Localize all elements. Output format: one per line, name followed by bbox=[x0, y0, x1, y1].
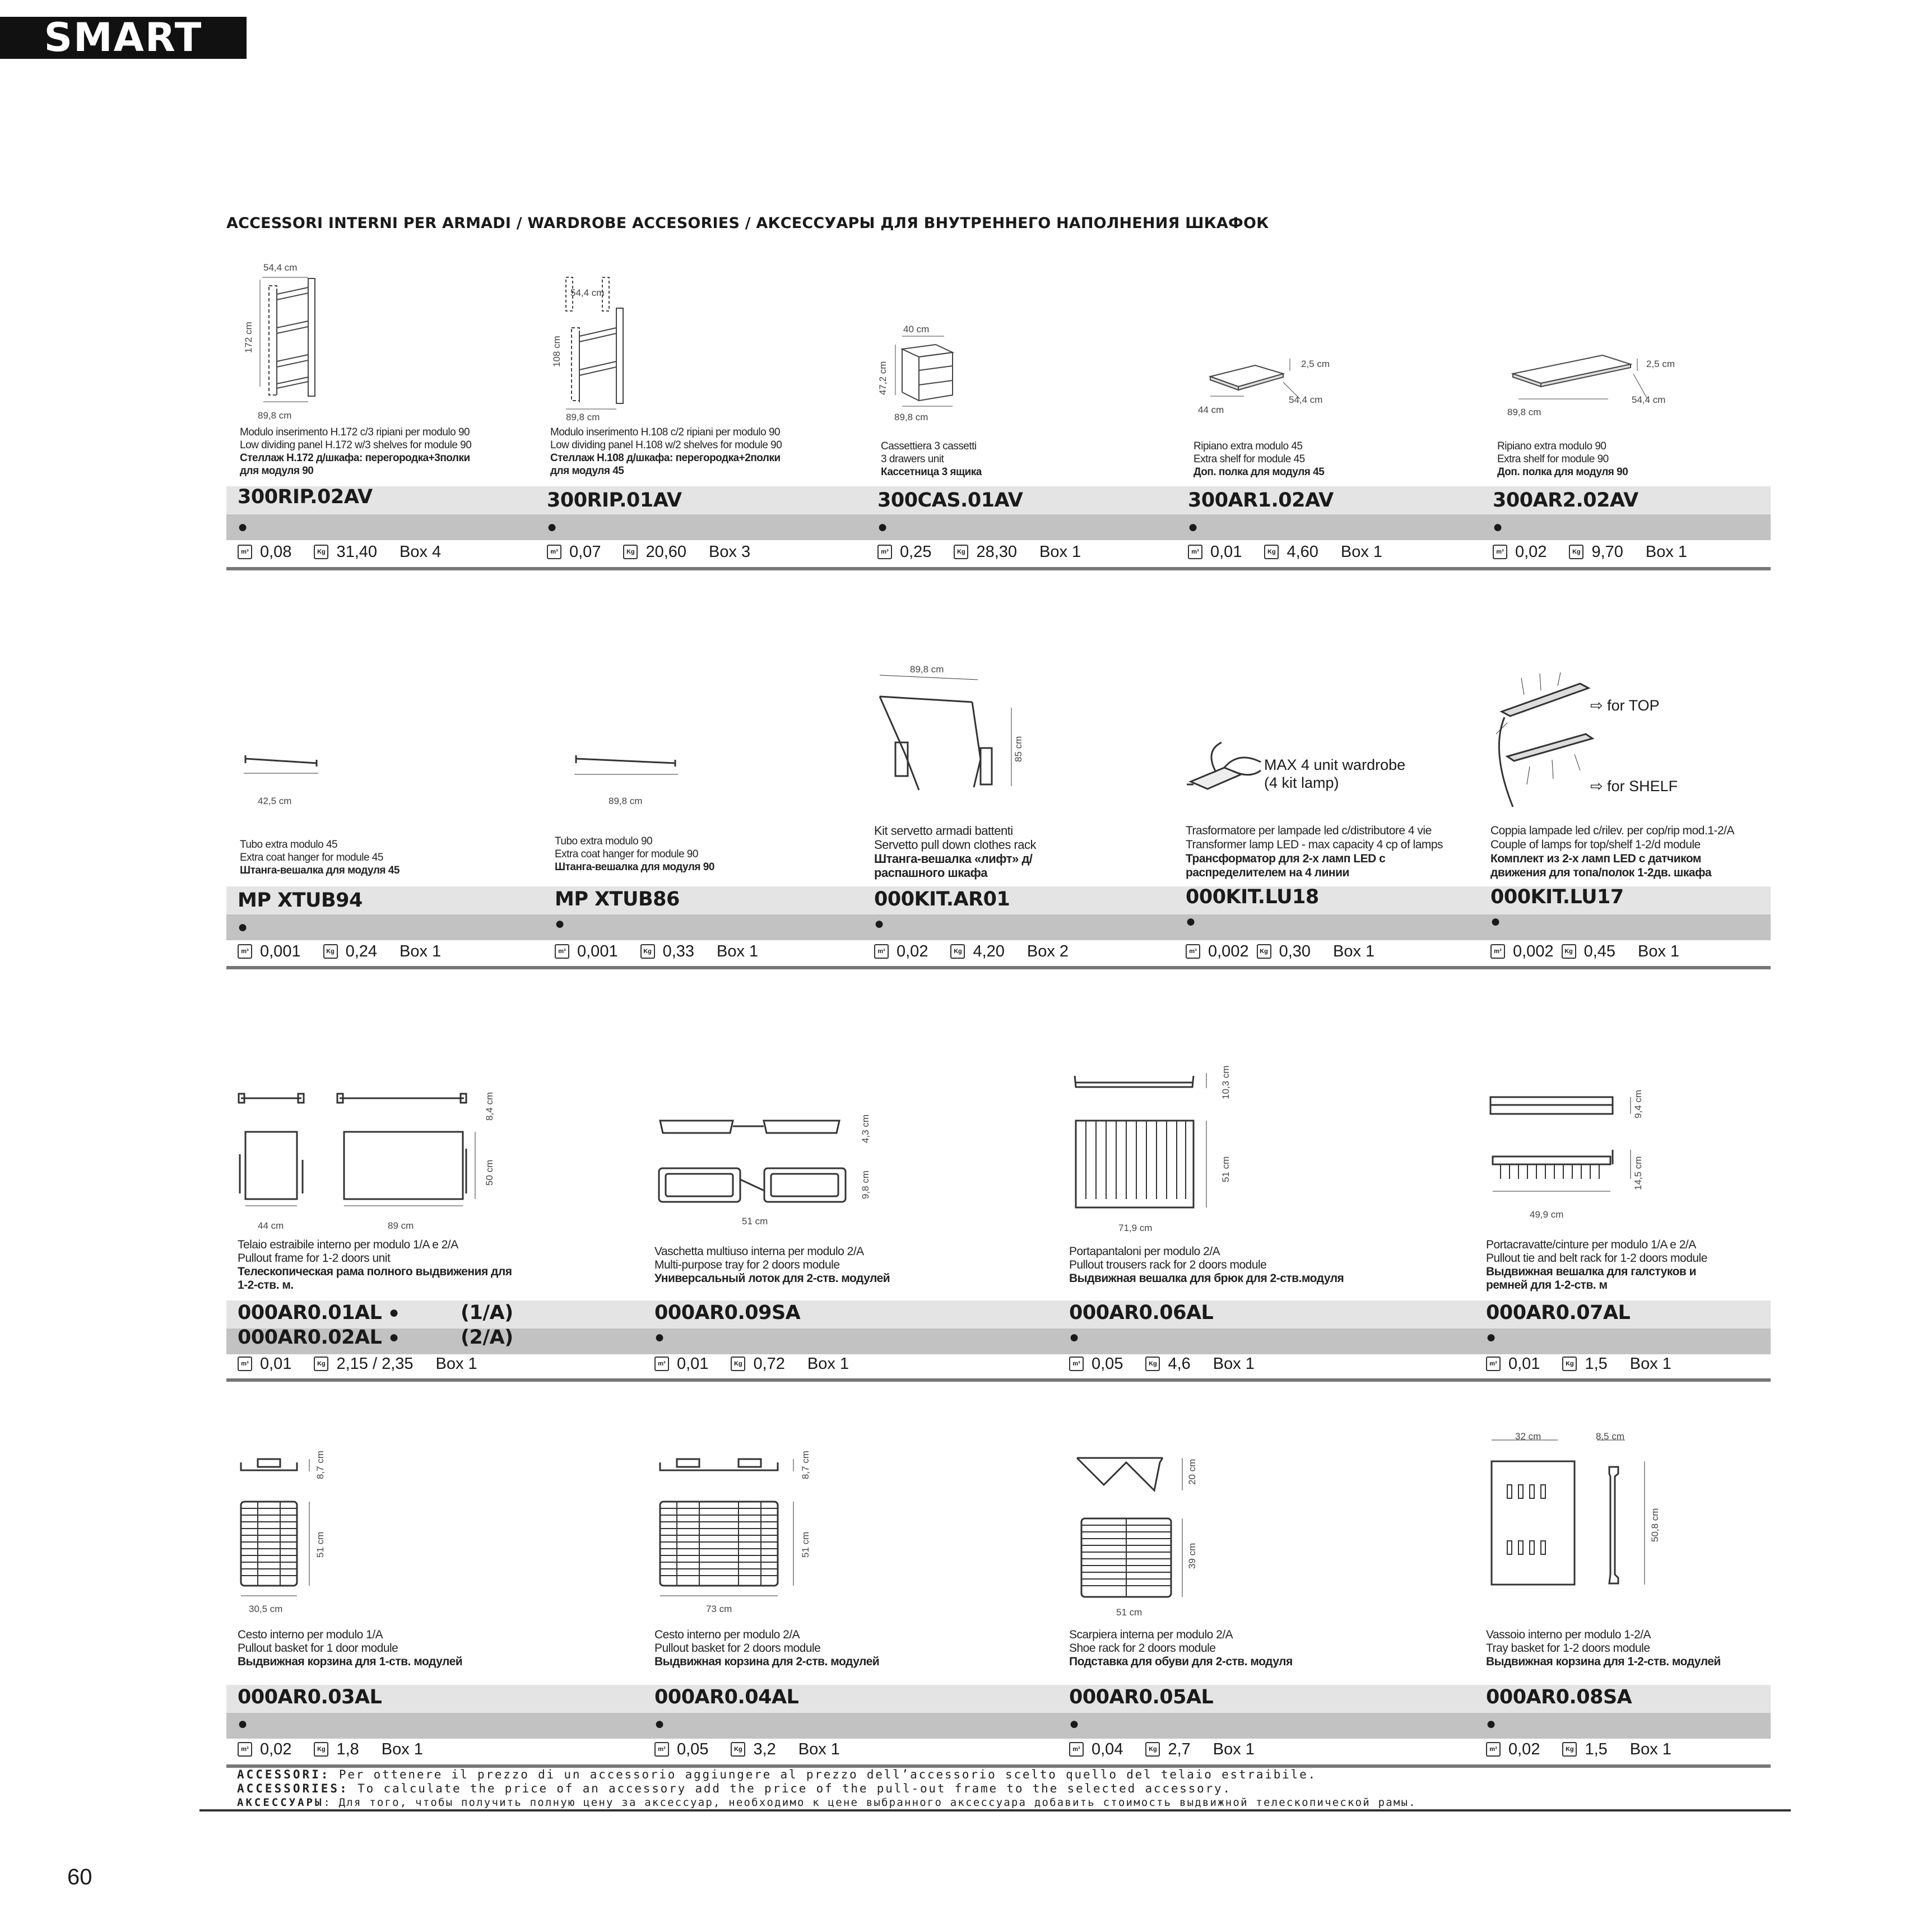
product-description: Vaschetta multiuso interna per modulo 2/A Multi-purpose tray for 2 doors module Универсальный лоток для 2-ств. модулей bbox=[654, 1245, 890, 1285]
product-code: 000KIT.AR01 bbox=[874, 888, 1010, 911]
availability-dot: ● bbox=[654, 1328, 665, 1346]
volume-icon: m³ bbox=[874, 944, 889, 959]
dim-label: 89,8 cm bbox=[566, 412, 600, 422]
product-description: Ripiano extra modulo 45 Extra shelf for module 45 Доп. полка для модуля 45 bbox=[1193, 440, 1325, 478]
availability-dot: ● bbox=[1493, 518, 1503, 536]
product-code: 000AR0.09SA bbox=[654, 1302, 801, 1324]
packaging-info: m³ 0,25 Kg 28,30 Box 1 bbox=[877, 541, 1081, 563]
product-code: 300AR2.02AV bbox=[1493, 489, 1638, 512]
product-description: Vassoio interno per modulo 1-2/A Tray basket for 1-2 doors module Выдвижная корзина для 1-2-ств. модулей bbox=[1486, 1628, 1721, 1668]
product-description: Modulo inserimento H.172 c/3 ripiani per modulo 90 Low dividing panel H.172 w/3 shelves for module 90 Стеллаж H.172 д/шкафа: перегородка+3полки для модуля 90 bbox=[240, 426, 472, 477]
dim-label: 71,9 cm bbox=[1118, 1223, 1153, 1233]
dim-label: 42,5 cm bbox=[258, 796, 292, 806]
packaging-info: m³ 0,04 Kg 2,7 Box 1 bbox=[1069, 1738, 1255, 1761]
packaging-info: m³ 0,01 Kg 0,72 Box 1 bbox=[654, 1353, 849, 1375]
for-shelf-label: ⇨ for SHELF bbox=[1590, 778, 1678, 795]
dim-label: 89,8 cm bbox=[609, 796, 643, 806]
product-description: Cesto interno per modulo 2/A Pullout basket for 2 doors module Выдвижная корзина для 2-ств. модулей bbox=[654, 1628, 880, 1668]
dim-label: 51 cm bbox=[742, 1216, 768, 1227]
product-code: 300RIP.01AV bbox=[547, 489, 682, 512]
packaging-info: m³ 0,01 Kg 1,5 Box 1 bbox=[1486, 1353, 1671, 1375]
product-description: Coppia lampade led c/rilev. per cop/rip mod.1-2/A Couple of lamps for top/shelf 1-2/d module Комплект из 2-х ламп LED с датчиком движения для топа/полок 1-2дв. шкафа bbox=[1490, 824, 1735, 879]
weight-icon: Kg bbox=[314, 545, 328, 559]
brand-label: SMART bbox=[0, 17, 247, 59]
dot-band bbox=[226, 914, 1771, 940]
weight-icon: Kg bbox=[1569, 545, 1583, 559]
dim-label: 9,8 cm bbox=[860, 1170, 871, 1199]
packaging-info: m³ 0,002 Kg 0,30 Box 1 bbox=[1186, 940, 1374, 963]
volume-icon: m³ bbox=[1486, 1742, 1501, 1757]
product-description: Tubo extra modulo 90 Extra coat hanger for module 90 Штанга-вешалка для модуля 90 bbox=[555, 835, 714, 873]
availability-dot: ● bbox=[238, 518, 248, 536]
product-description: Cesto interno per modulo 1/A Pullout basket for 1 door module Выдвижная корзина для 1-ств. модулей bbox=[238, 1628, 463, 1668]
multipurpose-tray-drawing bbox=[654, 1115, 867, 1210]
dim-label: 9,4 cm bbox=[1633, 1089, 1643, 1118]
dim-label: 54,4 cm bbox=[263, 262, 298, 273]
dim-label: 54,4 cm bbox=[1289, 394, 1323, 405]
pull-down-rack-drawing bbox=[874, 670, 1031, 804]
weight-icon: Kg bbox=[954, 545, 968, 559]
volume-icon: m³ bbox=[877, 545, 892, 559]
dim-label: 47,2 cm bbox=[877, 361, 888, 395]
availability-dot: ● bbox=[555, 914, 565, 933]
dim-label: 89,8 cm bbox=[910, 664, 944, 675]
availability-dot: ● bbox=[1188, 518, 1199, 536]
dim-label: 4,3 cm bbox=[860, 1114, 871, 1143]
shelving-unit-172-drawing bbox=[252, 272, 342, 412]
packaging-info: m³ 0,001 Kg 0,33 Box 1 bbox=[555, 940, 758, 963]
weight-icon: Kg bbox=[314, 1742, 328, 1757]
weight-icon: Kg bbox=[323, 944, 338, 959]
volume-icon: m³ bbox=[1490, 944, 1505, 959]
dot-band bbox=[226, 1713, 1771, 1739]
weight-icon: Kg bbox=[950, 944, 965, 959]
product-code: 000AR0.08SA bbox=[1486, 1686, 1632, 1708]
dim-label: 2,5 cm bbox=[1301, 359, 1330, 369]
basket-2-doors-drawing bbox=[654, 1451, 823, 1603]
section-title: ACCESSORI INTERNI PER ARMADI / WARDROBE ACCESORIES / АКСЕССУАРЫ ДЛЯ ВНУТРЕННЕГО НАПОЛНЕНИЯ ШКАФОК bbox=[226, 215, 1269, 232]
dim-label: 40 cm bbox=[903, 324, 930, 335]
volume-icon: m³ bbox=[1188, 545, 1202, 559]
dim-label: 89 cm bbox=[388, 1220, 414, 1231]
dim-label: 8,7 cm bbox=[315, 1450, 326, 1479]
row-rule bbox=[226, 567, 1771, 570]
weight-icon: Kg bbox=[731, 1742, 745, 1757]
packaging-info: m³ 0,01 Kg 2,15 / 2,35 Box 1 bbox=[238, 1353, 477, 1375]
weight-icon: Kg bbox=[731, 1357, 745, 1371]
product-code: 000AR0.07AL bbox=[1486, 1302, 1631, 1324]
product-description: Modulo inserimento H.108 c/2 ripiani per modulo 90 Low dividing panel H.108 w/2 shelves for module 90 Стеллаж H.108 д/шкафа: перегородка+2полки для модуля 45 bbox=[550, 426, 782, 477]
volume-icon: m³ bbox=[654, 1357, 669, 1371]
dim-label: 14,5 cm bbox=[1633, 1156, 1643, 1190]
packaging-info: m³ 0,02 Kg 9,70 Box 1 bbox=[1493, 541, 1687, 563]
weight-icon: Kg bbox=[314, 1357, 328, 1371]
availability-dot: ● bbox=[1486, 1328, 1497, 1346]
dot-band bbox=[226, 1329, 1771, 1354]
tray-basket-drawing bbox=[1485, 1434, 1664, 1603]
module-suffix: (2/A) bbox=[461, 1326, 513, 1349]
dim-label: 32 cm bbox=[1515, 1431, 1541, 1442]
weight-icon: Kg bbox=[1145, 1357, 1160, 1371]
volume-icon: m³ bbox=[238, 1742, 252, 1757]
coat-hanger-90-drawing bbox=[572, 751, 684, 779]
dim-label: 10,3 cm bbox=[1220, 1065, 1231, 1099]
packaging-info: m³ 0,01 Kg 4,60 Box 1 bbox=[1188, 541, 1382, 563]
dim-label: 51 cm bbox=[1220, 1156, 1231, 1182]
dim-label: 44 cm bbox=[1198, 405, 1224, 415]
availability-dot: ● bbox=[654, 1715, 665, 1733]
dim-label: 51 cm bbox=[1116, 1607, 1143, 1618]
row-rule bbox=[226, 1378, 1771, 1382]
product-code: 000AR0.06AL bbox=[1069, 1302, 1214, 1324]
extra-shelf-90-drawing bbox=[1507, 343, 1653, 410]
product-code: 300CAS.01AV bbox=[877, 489, 1023, 512]
availability-dot: ● bbox=[389, 1303, 400, 1322]
dim-label: 8,4 cm bbox=[484, 1091, 495, 1121]
dim-label: 44 cm bbox=[258, 1220, 284, 1231]
availability-dot: ● bbox=[1490, 912, 1501, 931]
dim-label: 50,8 cm bbox=[1650, 1508, 1660, 1542]
packaging-info: m³ 0,05 Kg 4,6 Box 1 bbox=[1069, 1353, 1255, 1375]
dim-label: 50 cm bbox=[484, 1159, 495, 1186]
product-code: 300AR1.02AV bbox=[1188, 489, 1334, 512]
volume-icon: m³ bbox=[238, 1357, 252, 1371]
packaging-info: m³ 0,08 Kg 31,40 Box 4 bbox=[238, 541, 441, 563]
product-description: Trasformatore per lampade led c/distributore 4 vie Transformer lamp LED - max capacity 4 cp of lamps Трансформатор для 2-х ламп LED с распределителем на 4 линии bbox=[1186, 824, 1443, 879]
transformer-note: MAX 4 unit wardrobe bbox=[1264, 756, 1406, 773]
packaging-info: m³ 0,07 Kg 20,60 Box 3 bbox=[547, 541, 750, 563]
page-number: 60 bbox=[67, 1865, 92, 1889]
dim-label: 54,4 cm bbox=[570, 287, 605, 298]
dim-label: 85 cm bbox=[1013, 736, 1024, 762]
packaging-info: m³ 0,002 Kg 0,45 Box 1 bbox=[1490, 940, 1679, 963]
dim-label: 89,8 cm bbox=[258, 410, 292, 421]
product-description: Portapantaloni per modulo 2/A Pullout trousers rack for 2 doors module Выдвижная вешалка для брюк для 2-ств.модуля bbox=[1069, 1245, 1344, 1285]
volume-icon: m³ bbox=[654, 1742, 669, 1757]
volume-icon: m³ bbox=[238, 944, 252, 959]
dim-label: 89,8 cm bbox=[1507, 407, 1541, 417]
coat-hanger-45-drawing bbox=[241, 751, 325, 779]
product-code: 000KIT.LU18 bbox=[1186, 886, 1319, 908]
weight-icon: Kg bbox=[640, 944, 655, 959]
packaging-info: m³ 0,001 Kg 0,24 Box 1 bbox=[238, 940, 441, 963]
footer-notes: ACCESSORI: Per ottenere il prezzo di un accessorio aggiungere al prezzo dell’accessorio scelto quello del telaio estraibile. ACCESSORIES: To calculate the price of an accessory add the price of the pull-out frame to the selected accessory. АКСЕССУАРЫ: Для того, чтобы получить полную цену за аксессуар, необходимо к цене выбранного аксессуара добавить стоимость выдвижной телескопической рамы. bbox=[237, 1768, 1417, 1809]
product-description: Telaio estraibile interno per modulo 1/A e 2/A Pullout frame for 1-2 doors unit Телескопическая рама полного выдвижения для 1-2-ств. м. bbox=[238, 1238, 512, 1292]
drawer-unit-drawing bbox=[891, 333, 964, 412]
dim-label: 54,4 cm bbox=[1632, 394, 1666, 405]
led-lamps-drawing bbox=[1490, 672, 1603, 818]
weight-icon: Kg bbox=[1562, 1742, 1577, 1757]
product-code: 000AR0.05AL bbox=[1069, 1686, 1214, 1708]
dim-label: 51 cm bbox=[800, 1531, 811, 1558]
row-rule bbox=[226, 966, 1771, 969]
module-suffix: (1/A) bbox=[461, 1302, 513, 1324]
volume-icon: m³ bbox=[555, 944, 569, 959]
for-top-label: ⇨ for TOP bbox=[1590, 697, 1660, 714]
dim-label: 108 cm bbox=[551, 336, 562, 367]
availability-dot: ● bbox=[547, 518, 558, 536]
dim-label: 2,5 cm bbox=[1646, 359, 1675, 369]
volume-icon: m³ bbox=[1486, 1357, 1501, 1371]
dim-label: 30,5 cm bbox=[249, 1604, 283, 1614]
product-code: 000AR0.01AL bbox=[238, 1302, 382, 1324]
packaging-info: m³ 0,02 Kg 1,8 Box 1 bbox=[238, 1738, 423, 1761]
product-code: 000AR0.02AL bbox=[238, 1326, 382, 1349]
product-description: Ripiano extra modulo 90 Extra shelf for module 90 Доп. полка для модуля 90 bbox=[1497, 440, 1628, 478]
weight-icon: Kg bbox=[1264, 545, 1279, 559]
dim-label: 8,5 cm bbox=[1596, 1431, 1625, 1442]
availability-dot: ● bbox=[874, 914, 885, 933]
volume-icon: m³ bbox=[1186, 944, 1200, 959]
trousers-rack-drawing bbox=[1069, 1070, 1237, 1216]
weight-icon: Kg bbox=[1562, 944, 1576, 959]
product-description: Scarpiera interna per modulo 2/A Shoe rack for 2 doors module Подставка для обуви для 2-ств. модуля bbox=[1069, 1628, 1293, 1668]
volume-icon: m³ bbox=[1069, 1357, 1084, 1371]
dim-label: 172 cm bbox=[243, 322, 254, 353]
dim-label: 51 cm bbox=[315, 1531, 326, 1558]
packaging-info: m³ 0,02 Kg 4,20 Box 2 bbox=[874, 940, 1069, 963]
led-transformer-drawing bbox=[1182, 740, 1266, 801]
product-description: Portacravatte/cinture per modulo 1/A e 2/A Pullout tie and belt rack for 1-2 doors module Выдвижная вешалка для галстуков и ремней для 1-2-ств. м bbox=[1486, 1238, 1707, 1292]
availability-dot: ● bbox=[389, 1328, 400, 1346]
tie-belt-rack-drawing bbox=[1485, 1089, 1653, 1213]
availability-dot: ● bbox=[1186, 912, 1196, 931]
product-code: 000AR0.03AL bbox=[238, 1686, 382, 1708]
footer-rule bbox=[199, 1809, 1791, 1812]
transformer-note: (4 kit lamp) bbox=[1264, 774, 1339, 791]
dim-label: 89,8 cm bbox=[894, 412, 928, 422]
volume-icon: m³ bbox=[1493, 545, 1507, 559]
packaging-info: m³ 0,02 Kg 1,5 Box 1 bbox=[1486, 1738, 1671, 1761]
dot-band bbox=[226, 514, 1771, 540]
volume-icon: m³ bbox=[1069, 1742, 1084, 1757]
availability-dot: ● bbox=[1486, 1715, 1497, 1733]
packaging-info: m³ 0,05 Kg 3,2 Box 1 bbox=[654, 1738, 840, 1761]
weight-icon: Kg bbox=[1562, 1357, 1577, 1371]
volume-icon: m³ bbox=[238, 545, 252, 559]
product-description: Tubo extra modulo 45 Extra coat hanger for module 45 Штанга-вешалка для модуля 45 bbox=[240, 839, 400, 876]
availability-dot: ● bbox=[877, 518, 888, 536]
volume-icon: m³ bbox=[547, 545, 561, 559]
product-code: 300RIP.02AV bbox=[238, 486, 373, 508]
dim-label: 8,7 cm bbox=[800, 1450, 811, 1479]
dim-label: 20 cm bbox=[1187, 1459, 1197, 1485]
product-code: 000KIT.LU17 bbox=[1490, 886, 1624, 908]
availability-dot: ● bbox=[1069, 1328, 1080, 1346]
product-description: Kit servetto armadi battenti Servetto pull down clothes rack Штанга-вешалка «лифт» д/ распашного шкафа bbox=[874, 824, 1036, 880]
dim-label: 73 cm bbox=[706, 1604, 732, 1614]
weight-icon: Kg bbox=[1145, 1742, 1160, 1757]
product-code: MP XTUB94 bbox=[238, 889, 363, 912]
weight-icon: Kg bbox=[1257, 944, 1271, 959]
availability-dot: ● bbox=[238, 918, 248, 936]
availability-dot: ● bbox=[1069, 1715, 1080, 1733]
weight-icon: Kg bbox=[623, 545, 638, 559]
pullout-frame-drawing bbox=[234, 1087, 492, 1216]
dim-label: 49,9 cm bbox=[1530, 1209, 1564, 1220]
product-code: MP XTUB86 bbox=[555, 888, 680, 911]
product-description: Cassettiera 3 cassetti 3 drawers unit Кассетница 3 ящика bbox=[881, 440, 982, 478]
availability-dot: ● bbox=[238, 1715, 248, 1733]
dim-label: 39 cm bbox=[1187, 1543, 1197, 1569]
product-code: 000AR0.04AL bbox=[654, 1686, 799, 1708]
